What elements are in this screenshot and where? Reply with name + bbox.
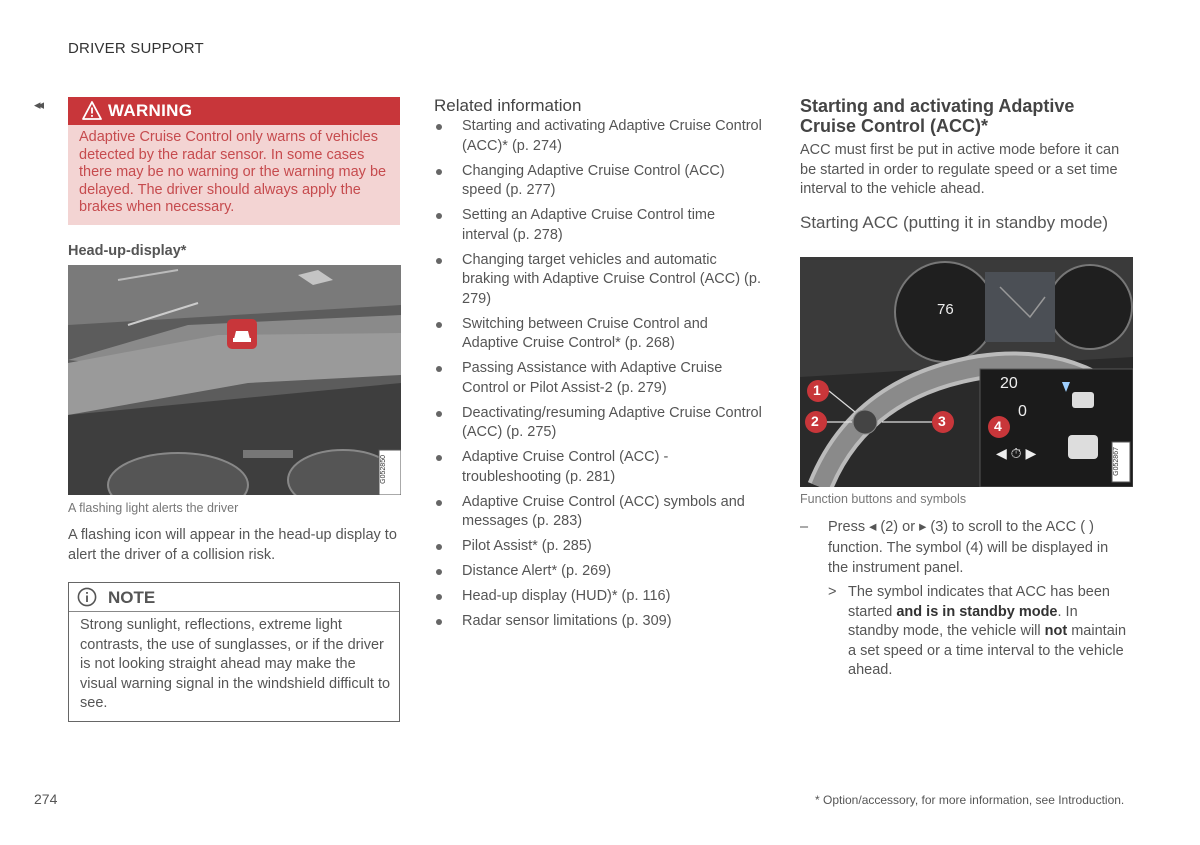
related-link[interactable]: Distance Alert* (p. 269) <box>434 562 764 582</box>
related-link[interactable]: Head-up display (HUD)* (p. 116) <box>434 587 764 607</box>
info-circle-icon <box>77 587 97 607</box>
related-link[interactable]: Passing Assistance with Adaptive Cruise Control or Pilot Assist-2 (p. 279) <box>434 359 764 398</box>
bullet-icon <box>436 258 442 264</box>
bullet-icon <box>436 322 442 328</box>
speed-readout: 76 <box>937 301 954 318</box>
note-header <box>69 583 399 612</box>
warning-text: Adaptive Cruise Control only warns of vehicles detected by the radar sensor. In some cases there may be no warning or the warning may be delayed. The driver should always apply the brakes when necessary. <box>68 125 400 225</box>
result-text: The symbol indicates that ACC has been started and is in standby mode. In standby mode, the vehicle will not maintain a set speed or a time interval to the vehicle ahead. <box>848 584 1127 678</box>
bullet-icon <box>436 455 442 461</box>
bullet-icon <box>436 411 442 417</box>
related-link[interactable]: Changing target vehicles and automatic braking with Adaptive Cruise Control (ACC) (p. 279) <box>434 251 764 310</box>
gap-readout: 0 <box>1018 403 1027 420</box>
set-speed-readout: 20 <box>1000 375 1018 392</box>
related-link[interactable]: Adaptive Cruise Control (ACC) symbols and messages (p. 283) <box>434 493 764 532</box>
image-code: G052867 <box>1113 447 1120 476</box>
related-link[interactable]: Deactivating/resuming Adaptive Cruise Control (ACC) (p. 275) <box>434 404 764 443</box>
callout-3: 3 <box>938 413 946 429</box>
bullet-icon <box>436 569 442 575</box>
related-link[interactable]: Setting an Adaptive Cruise Control time interval (p. 278) <box>434 206 764 245</box>
page-number: 274 <box>34 791 58 807</box>
related-link[interactable]: Pilot Assist* (p. 285) <box>434 537 764 557</box>
acc-heading: Starting and activating Adaptive Cruise Control (ACC)* <box>800 96 1075 136</box>
warning-header <box>68 97 400 125</box>
bullet-icon <box>436 594 442 600</box>
note-box <box>68 582 400 722</box>
acc-subheading: Starting ACC (putting it in standby mode) <box>800 213 1109 232</box>
callout-2: 2 <box>811 413 819 429</box>
double-left-arrow-icon[interactable]: ◂◂ <box>34 97 42 112</box>
hud-heading: Head-up-display* <box>68 243 187 259</box>
related-link[interactable]: Adaptive Cruise Control (ACC) - troubleshooting (p. 281) <box>434 448 764 487</box>
section-title: DRIVER SUPPORT <box>68 40 204 57</box>
callout-1: 1 <box>813 382 821 398</box>
hud-description: A flashing icon will appear in the head-up display to alert the driver of a collision risk. <box>68 527 397 563</box>
related-link[interactable]: Switching between Cruise Control and Adaptive Cruise Control* (p. 268) <box>434 315 764 354</box>
bullet-icon <box>436 544 442 550</box>
warning-triangle-icon <box>82 101 102 120</box>
result-marker: > <box>828 584 837 600</box>
hud-caption: A flashing light alerts the driver <box>68 501 239 515</box>
acc-symbol-icon: ◀ ⏱ ▶ <box>996 445 1037 461</box>
related-link[interactable]: Radar sensor limitations (p. 309) <box>434 612 764 632</box>
bullet-icon <box>436 500 442 506</box>
callout-4: 4 <box>994 418 1002 434</box>
cluster-caption: Function buttons and symbols <box>800 492 967 506</box>
related-info-heading: Related information <box>434 96 582 115</box>
acc-intro: ACC must first be put in active mode before it can be started in order to regulate speed or a set time interval to the vehicle ahead. <box>800 142 1120 197</box>
bullet-icon <box>436 169 442 175</box>
related-link[interactable]: Starting and activating Adaptive Cruise Control (ACC)* (p. 274) <box>434 117 764 156</box>
step-dash: – <box>800 519 809 535</box>
note-title: NOTE <box>108 588 156 607</box>
warning-title: WARNING <box>108 101 193 120</box>
bullet-icon <box>436 366 442 372</box>
image-code: G052850 <box>380 455 387 484</box>
related-link[interactable]: Changing Adaptive Cruise Control (ACC) speed (p. 277) <box>434 162 764 201</box>
step-text: Press ◂ (2) or ▸ (3) to scroll to the ACC ( ) function. The symbol (4) will be displayed in the instrument panel. <box>828 519 1109 576</box>
hud-illustration <box>68 265 401 495</box>
bullet-icon <box>436 619 442 625</box>
instrument-cluster-illustration <box>800 257 1133 487</box>
bullet-icon <box>436 124 442 130</box>
bullet-icon <box>436 213 442 219</box>
related-info-list <box>434 117 764 637</box>
footnote: * Option/accessory, for more information, see Introduction. <box>815 793 1125 807</box>
note-text: Strong sunlight, reflections, extreme light contrasts, the use of sunglasses, or if the driver is not looking straight ahead may make the visual warning signal in the windshield difficult to see. <box>80 617 391 711</box>
